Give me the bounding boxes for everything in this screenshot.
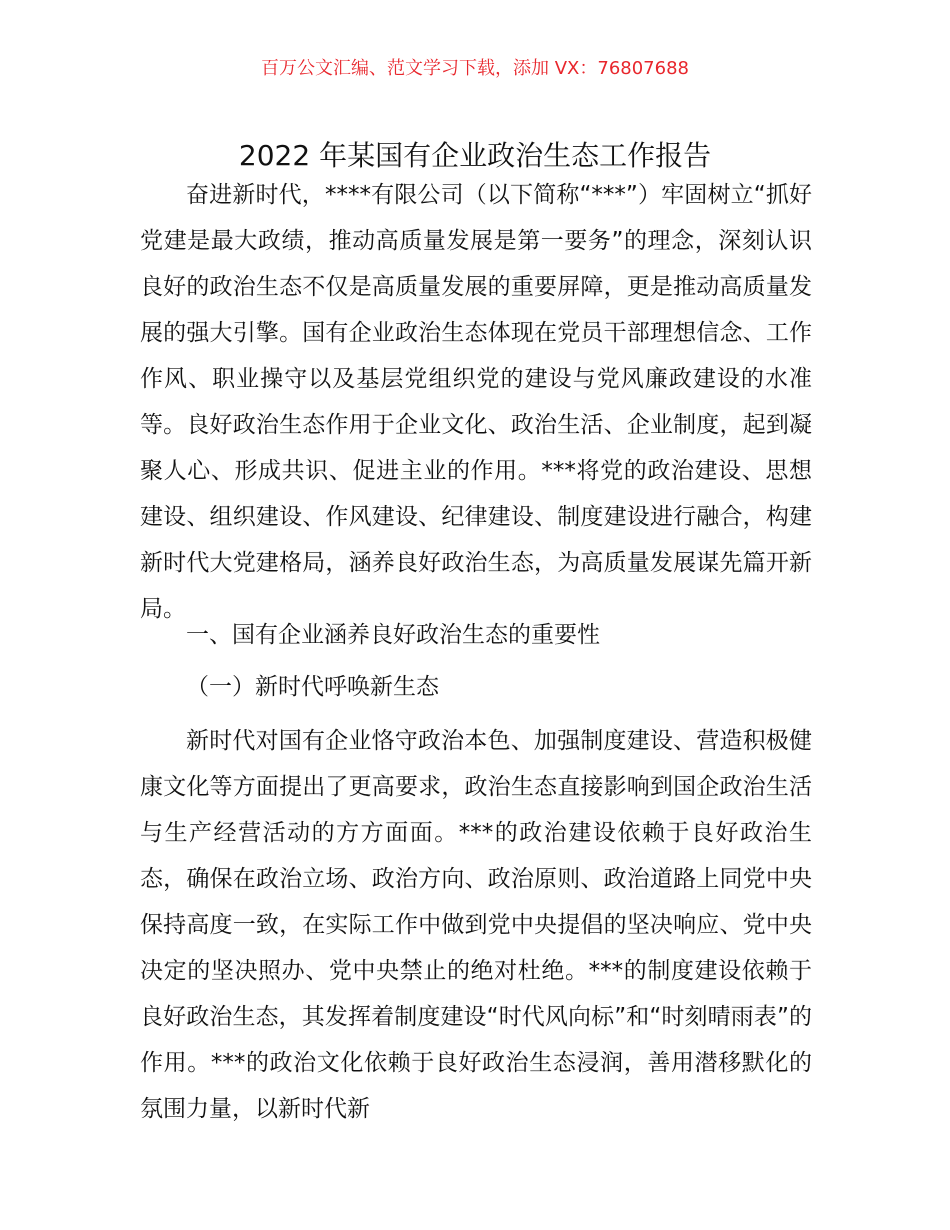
section-heading: 一、国有企业涵养良好政治生态的重要性 <box>186 622 600 648</box>
intro-paragraph: 奋进新时代，****有限公司（以下简称“***”）牢固树立“抓好党建是最大政绩，推动高质量发展是第一要务”的理念，深刻认识良好的政治生态不仅是高质量发展的重要屏障，更是推动高质量发展的强大引擎。国有企业政治生态体现在党员干部理想信念、工作作风、职业操守以及基层党组织党的建设与党风廉政建设的水准等。良好政治生态作用于企业文化、政治生活、企业制度，起到凝聚人心、形成共识、促进主业的作用。***将党的政治建设、思想建设、组织建设、作风建设、纪律建设、制度建设进行融合，构建新时代大党建格局，涵养良好政治生态，为高质量发展谋先篇开新局。 <box>140 182 812 622</box>
promo-banner: 百万公文汇编、范文学习下载，添加 VX：76807688 <box>261 58 689 79</box>
document-title: 2022 年某国有企业政治生态工作报告 <box>238 138 712 172</box>
body-paragraph: 新时代对国有企业恪守政治本色、加强制度建设、营造积极健康文化等方面提出了更高要求，政治生态直接影响到国企政治生活与生产经营活动的方方面面。***的政治建设依赖于良好政治生态，确保在政治立场、政治方向、政治原则、政治道路上同党中央保持高度一致，在实际工作中做到党中央提倡的坚决响应、党中央决定的坚决照办、党中央禁止的绝对杜绝。***的制度建设依赖于良好政治生态，其发挥着制度建设“时代风向标”和“时刻晴雨表”的作用。***的政治文化依赖于良好政治生态浸润，善用潜移默化的氛围力量，以新时代新 <box>140 728 812 1122</box>
subsection-heading: （一）新时代呼唤新生态 <box>186 674 439 700</box>
